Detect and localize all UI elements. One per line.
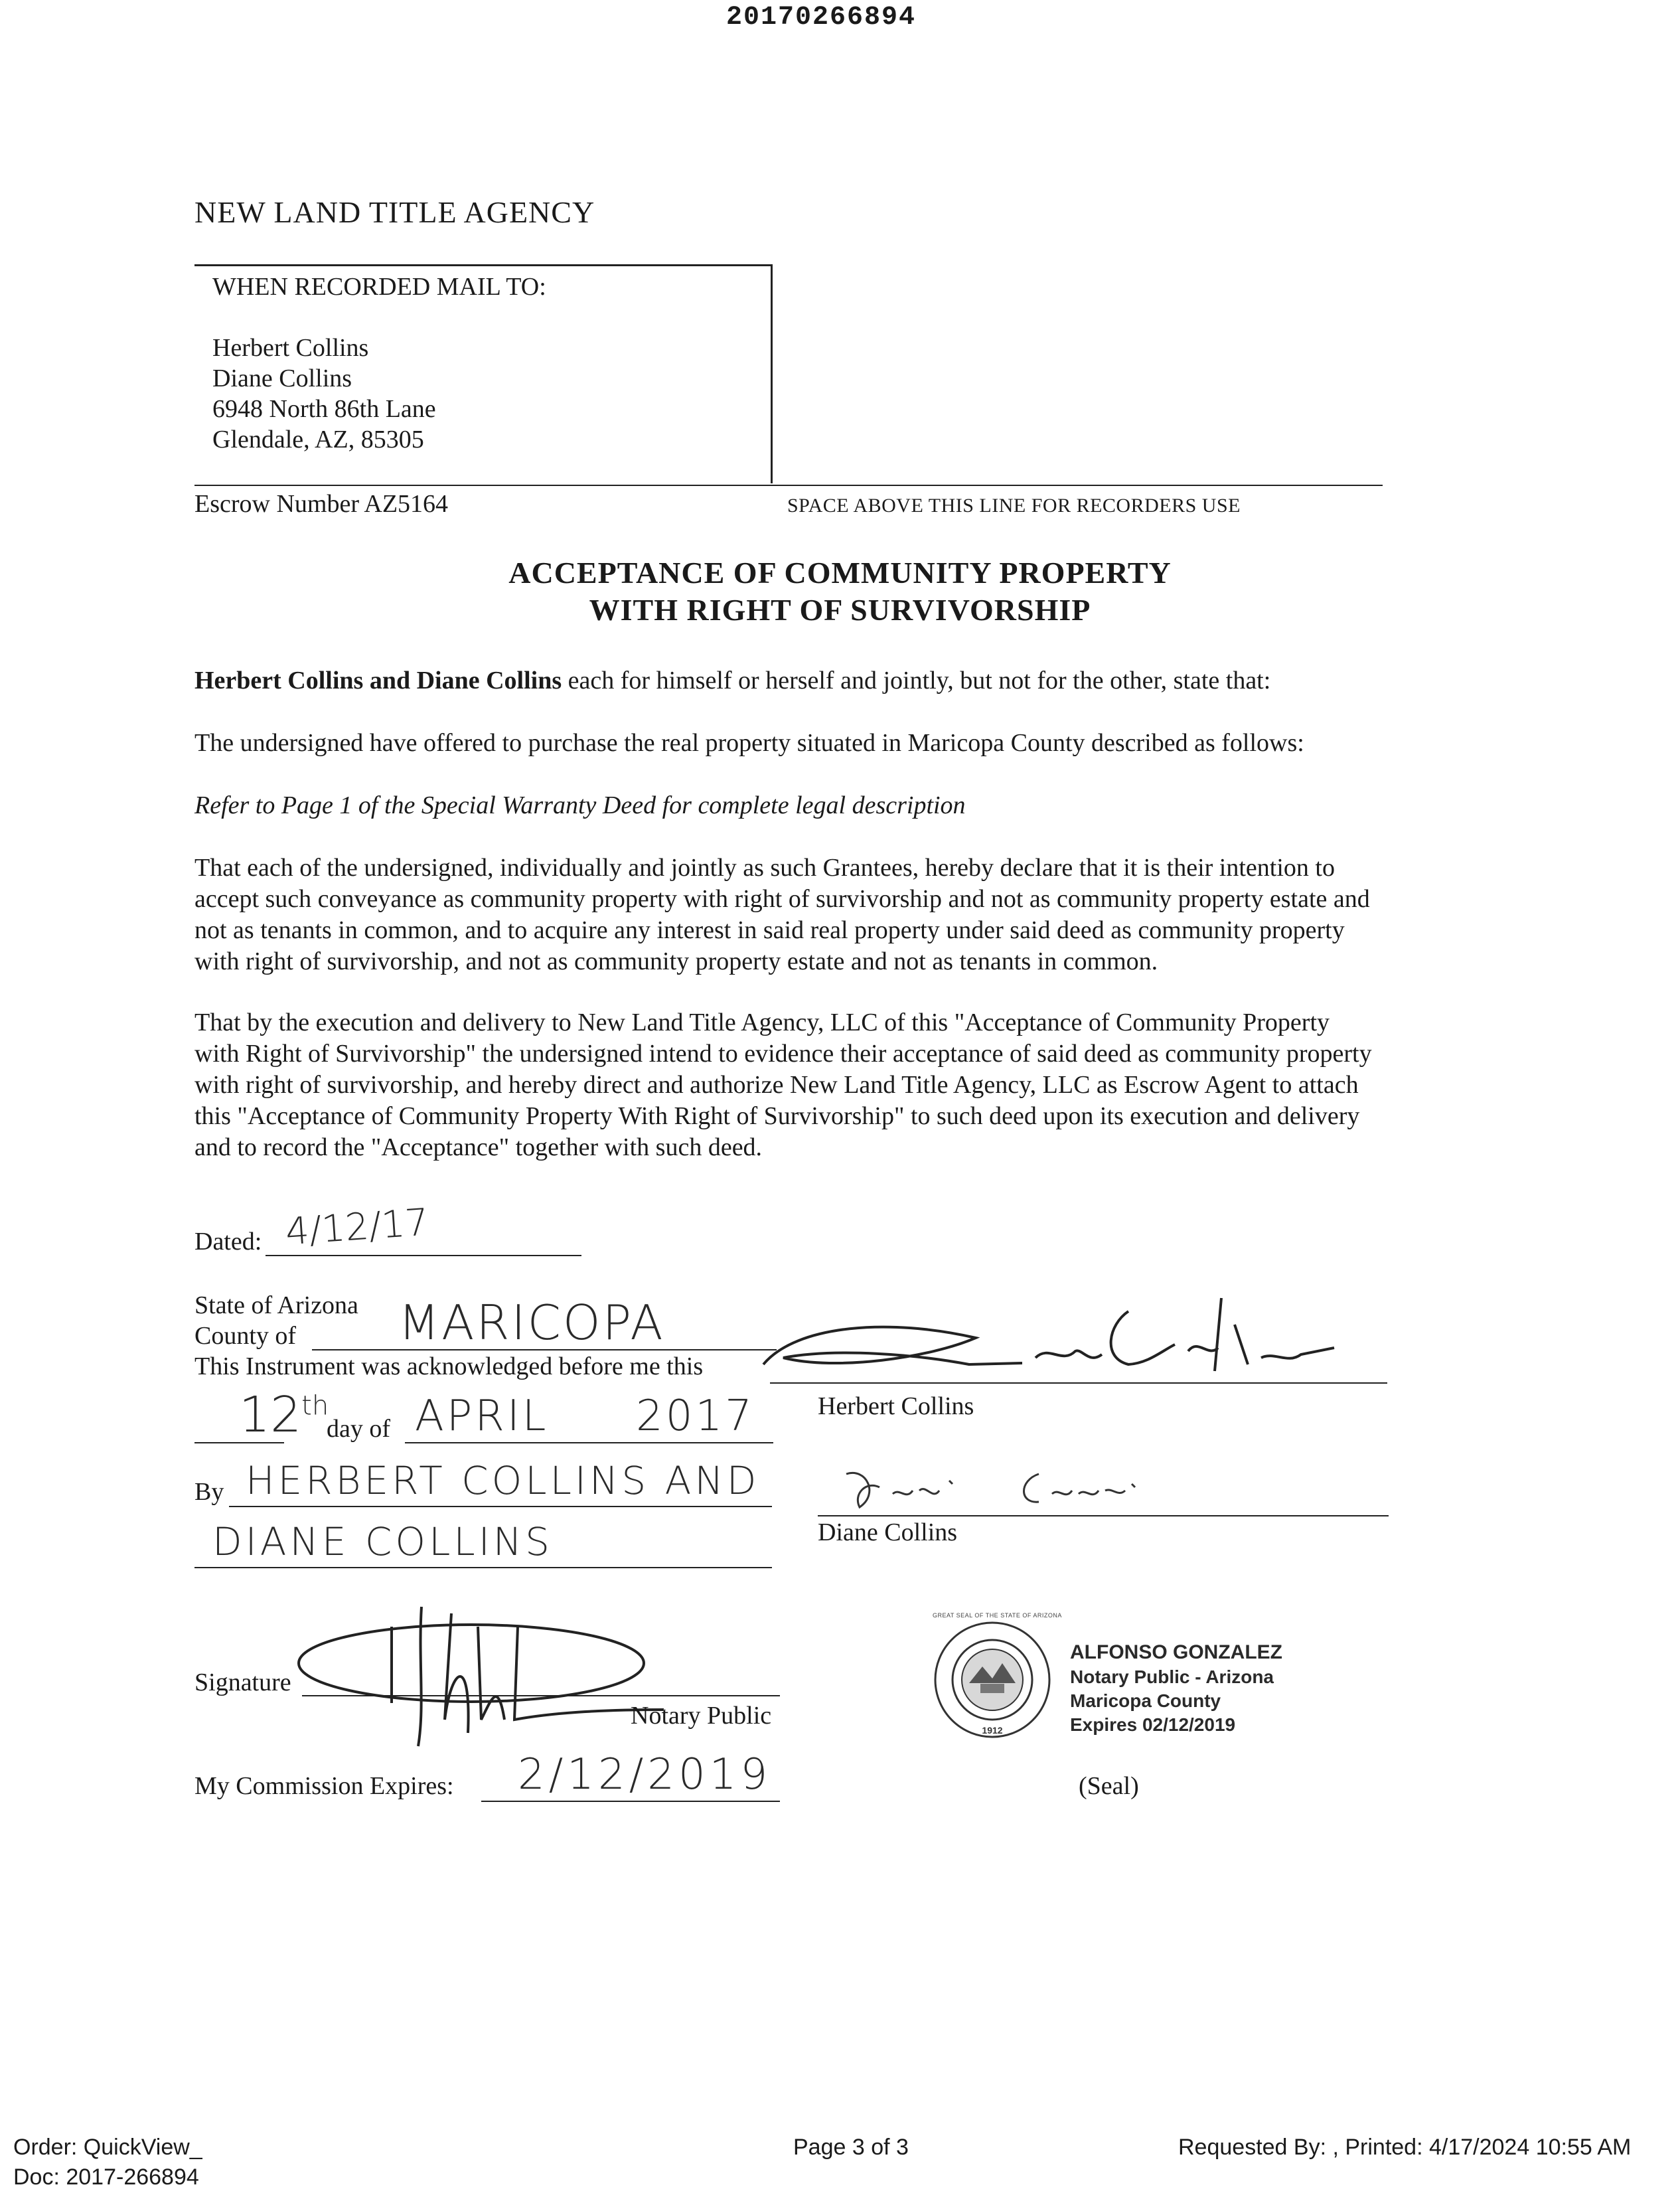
intro-rest: each for himself or herself and jointly, but not for the other, state that: xyxy=(562,667,1271,694)
stamp-notary-name: ALFONSO GONZALEZ xyxy=(1070,1641,1282,1663)
by-line-1 xyxy=(229,1506,772,1507)
paragraph-2-line-2: accept such conveyance as community property with right of survivorship and not as community property estate and xyxy=(194,885,1370,913)
month-value: APRIL xyxy=(415,1392,549,1441)
notary-state: State of Arizona xyxy=(194,1291,358,1319)
commission-label: My Commission Expires: xyxy=(194,1772,454,1800)
by-line-2 xyxy=(194,1567,772,1568)
paragraph-2-line-3: not as tenants in common, and to acquire any interest in said real property under said deed as community property xyxy=(194,916,1345,944)
intro-statement xyxy=(194,666,1270,695)
paragraph-2-line-4: with right of survivorship, and not as community property estate and not as tenants in common. xyxy=(194,947,1158,975)
mail-to-line-3: 6948 North 86th Lane xyxy=(212,395,436,423)
recorder-note: SPACE ABOVE THIS LINE FOR RECORDERS USE xyxy=(787,495,1241,517)
agency-name: NEW LAND TITLE AGENCY xyxy=(194,195,595,229)
stamp-line-4: Expires 02/12/2019 xyxy=(1070,1714,1236,1735)
paragraph-3-line-5: and to record the "Acceptance" together with such deed. xyxy=(194,1133,763,1161)
notary-public-label: Notary Public xyxy=(631,1702,772,1730)
paragraph-3-line-3: with right of survivorship, and hereby direct and authorize New Land Title Agency, LLC as Escrow Agent to attach xyxy=(194,1071,1359,1099)
escrow-number: Escrow Number AZ5164 xyxy=(194,490,449,518)
by-value-1: HERBERT COLLINS AND xyxy=(246,1458,760,1503)
paragraph-3-line-1: That by the execution and delivery to New Land Title Agency, LLC of this "Acceptance of Community Property xyxy=(194,1009,1330,1036)
dated-value: 4/12/17 xyxy=(283,1200,430,1254)
document-title-line-2: WITH RIGHT OF SURVIVORSHIP xyxy=(589,593,1091,627)
commission-value: 2/12/2019 xyxy=(518,1750,772,1799)
day-suffix: th xyxy=(301,1390,329,1422)
stamp-line-2: Notary Public - Arizona xyxy=(1070,1667,1274,1687)
day-value xyxy=(239,1386,329,1443)
grantee-names: Herbert Collins and Diane Collins xyxy=(194,667,562,694)
footer-doc: Doc: 2017-266894 xyxy=(13,2164,199,2190)
dated-label: Dated: xyxy=(194,1228,262,1256)
paragraph-3-line-2: with Right of Survivorship" the undersigned intend to evidence their acceptance of said deed as community property xyxy=(194,1040,1372,1068)
footer-page: Page 3 of 3 xyxy=(793,2135,909,2160)
legal-reference: Refer to Page 1 of the Special Warranty Deed for complete legal description xyxy=(194,791,966,819)
document-number: 20170266894 xyxy=(726,3,917,33)
commission-line xyxy=(481,1801,780,1802)
month-year-line xyxy=(405,1442,773,1443)
footer-requested: Requested By: , Printed: 4/17/2024 10:55 AM xyxy=(1178,2135,1632,2160)
by-value-2: DIANE COLLINS xyxy=(212,1519,553,1564)
paragraph-1: The undersigned have offered to purchase the real property situated in Maricopa County described as follows: xyxy=(194,729,1304,757)
paragraph-3-line-4: this "Acceptance of Community Property With Right of Survivorship" to such deed upon its execution and delivery xyxy=(194,1102,1360,1130)
notary-signature-scribble xyxy=(252,1587,783,1759)
dated-line xyxy=(266,1255,581,1256)
year-value: 2017 xyxy=(636,1392,755,1441)
by-label: By xyxy=(194,1478,224,1506)
county-value: MARICOPA xyxy=(398,1295,665,1350)
mail-to-label: WHEN RECORDED MAIL TO: xyxy=(212,273,546,301)
notary-seal-icon xyxy=(933,1620,1052,1740)
herbert-name: Herbert Collins xyxy=(818,1392,974,1420)
document-title-line-1: ACCEPTANCE OF COMMUNITY PROPERTY xyxy=(508,556,1172,590)
seal-ring-text: GREAT SEAL OF THE STATE OF ARIZONA xyxy=(933,1612,1062,1619)
notary-county-label: County of xyxy=(194,1322,297,1350)
acknowledgment-text: This Instrument was acknowledged before me this xyxy=(194,1352,704,1380)
day-of-label: day of xyxy=(327,1415,391,1443)
day-number: 12 xyxy=(239,1386,302,1443)
seal-label: (Seal) xyxy=(1079,1772,1139,1800)
stamp-line-3: Maricopa County xyxy=(1070,1690,1221,1711)
mail-to-line-4: Glendale, AZ, 85305 xyxy=(212,426,424,453)
signature-label: Signature xyxy=(194,1669,291,1696)
diane-name: Diane Collins xyxy=(818,1518,958,1546)
diane-signature xyxy=(840,1454,1264,1520)
recorder-divider xyxy=(194,485,1383,486)
mail-to-line-1: Herbert Collins xyxy=(212,334,369,362)
seal-year: 1912 xyxy=(982,1725,1003,1736)
footer-order: Order: QuickView_ xyxy=(13,2135,202,2160)
paragraph-2-line-1: That each of the undersigned, individually and jointly as such Grantees, hereby declare that it is their intention to xyxy=(194,854,1335,882)
herbert-signature xyxy=(757,1285,1354,1404)
mail-to-line-2: Diane Collins xyxy=(212,365,352,392)
